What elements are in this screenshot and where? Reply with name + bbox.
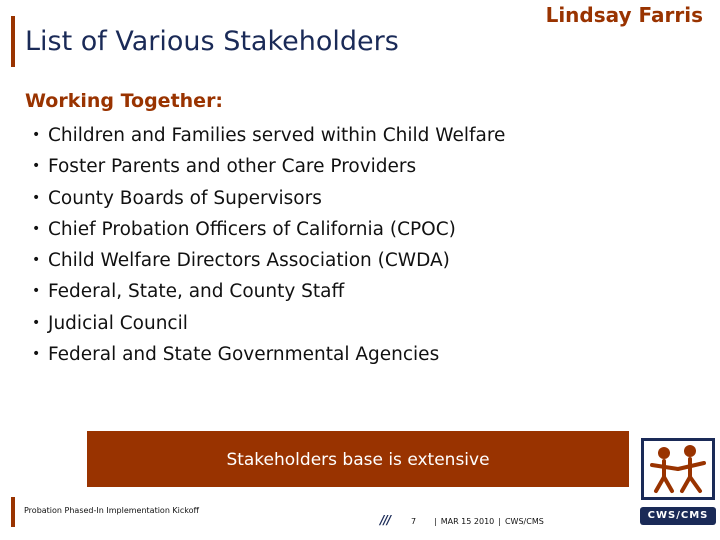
bullet-icon: •	[32, 252, 41, 269]
banner-text: Stakeholders base is extensive	[226, 450, 490, 470]
bullet-icon: •	[32, 283, 41, 300]
list-item	[32, 214, 505, 245]
title-accent-bar	[11, 16, 15, 67]
list-item	[32, 151, 505, 182]
page-number: 7	[411, 517, 417, 526]
list-item-text: Judicial Council	[48, 312, 188, 334]
list-item-text: Children and Families served within Child Welfare	[48, 125, 506, 146]
slide-title: List of Various Stakeholders	[25, 26, 399, 57]
list-item	[32, 276, 505, 307]
footer-separator: |	[434, 517, 437, 526]
bullet-icon: •	[32, 346, 41, 363]
footer-meta	[434, 517, 548, 526]
bullet-icon: •	[32, 314, 41, 331]
list-item-text: Child Welfare Directors Association (CWDA)	[48, 250, 450, 272]
logo-label: CWS/CMS	[640, 507, 716, 525]
list-item-text: Federal, State, and County Staff	[48, 281, 345, 303]
list-item-text: Chief Probation Officers of California (CPOC)	[48, 218, 456, 240]
bullet-icon: •	[32, 158, 41, 175]
footer-presentation-title: Probation Phased-In Implementation Kickoff	[24, 506, 200, 515]
bullet-icon: •	[32, 189, 41, 206]
list-item	[32, 308, 505, 339]
list-item	[32, 183, 505, 214]
list-item	[32, 339, 505, 370]
list-item-text: Federal and State Governmental Agencies	[48, 344, 440, 366]
summary-banner	[87, 431, 629, 487]
list-item-text: County Boards of Supervisors	[48, 187, 322, 209]
footer-separator: |	[498, 517, 501, 526]
list-item	[32, 120, 505, 151]
footer-slashes: ///	[380, 513, 391, 527]
list-item	[32, 245, 505, 276]
cws-logo-icon	[641, 438, 715, 500]
bullet-icon: •	[32, 220, 41, 237]
stakeholder-list	[32, 120, 505, 370]
footer-date: MAR 15 2010	[440, 517, 495, 526]
footer-org: CWS/CMS	[504, 517, 544, 526]
footer-accent-bar	[11, 497, 15, 527]
bullet-icon: •	[32, 127, 41, 143]
list-item-text: Foster Parents and other Care Providers	[48, 156, 417, 178]
section-heading: Working Together:	[25, 90, 224, 112]
children-figures-icon	[644, 441, 712, 497]
author-name: Lindsay Farris	[545, 3, 703, 27]
